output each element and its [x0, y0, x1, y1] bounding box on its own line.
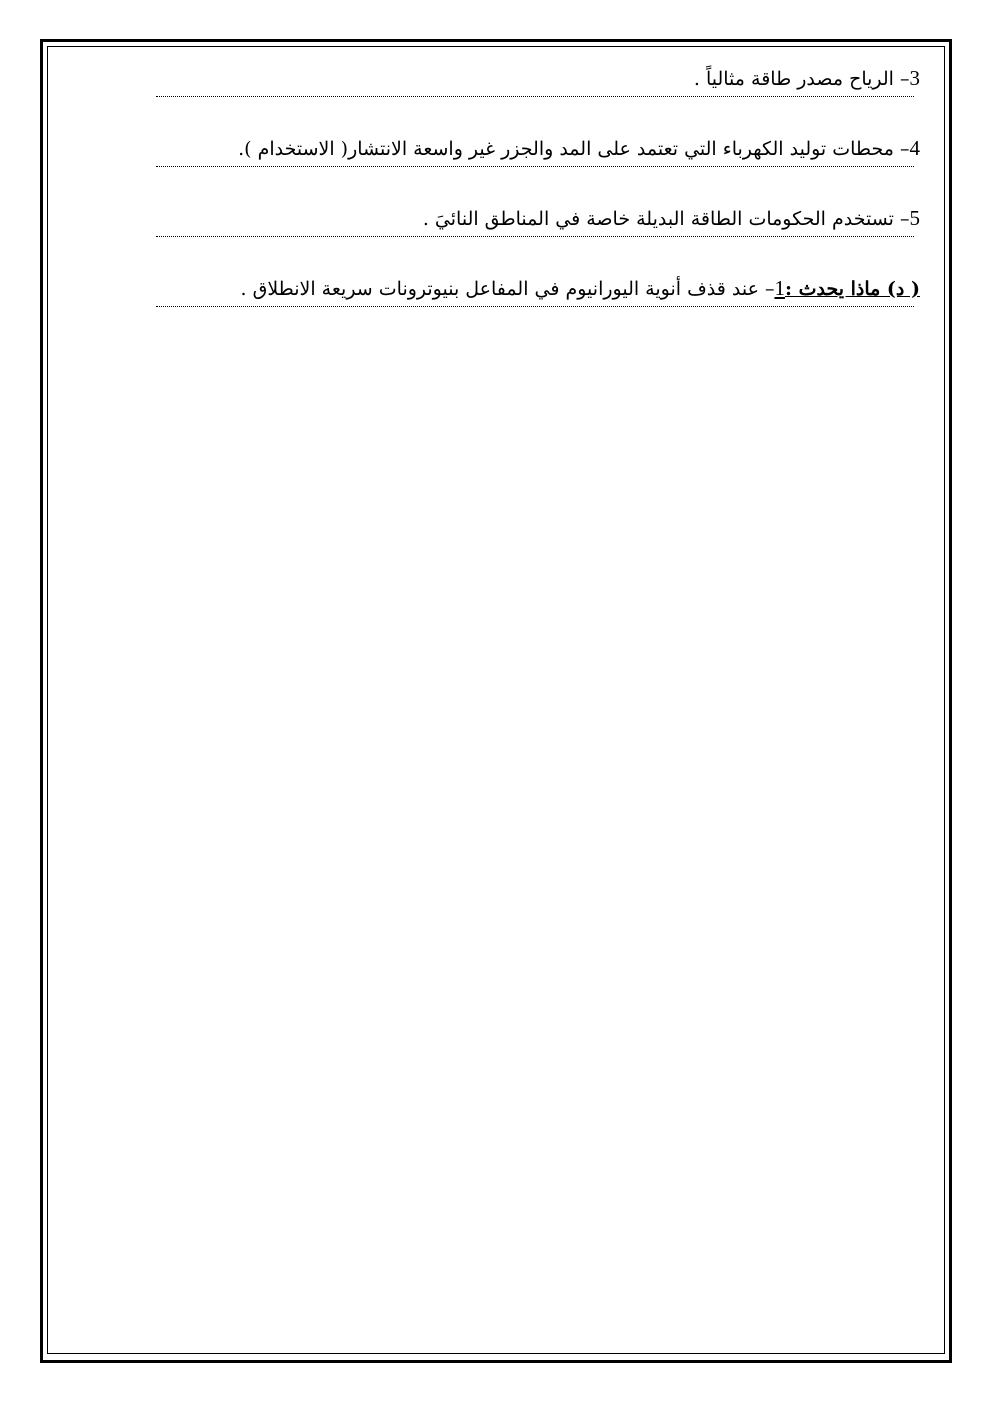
question-number: 5 [909, 206, 920, 230]
answer-line-4[interactable] [150, 166, 920, 200]
answer-line-5[interactable] [150, 236, 920, 270]
worksheet-content [150, 60, 920, 340]
question-text: – تستخدم الحكومات الطاقة البديلة خاصة في المناطق النائيَ . [422, 208, 910, 230]
answer-line-d1[interactable] [150, 306, 920, 340]
question-5 [150, 200, 920, 236]
question-number: 1 [774, 276, 785, 300]
section-d-heading: ( د) ماذا يحدث : [784, 278, 920, 300]
answer-line-3[interactable] [150, 96, 920, 130]
question-4 [150, 130, 920, 166]
question-3 [150, 60, 920, 96]
question-text: – محطات توليد الكهرباء التي تعتمد على المد والجزر غير واسعة الانتشار( الاستخدام ). [238, 138, 910, 160]
question-number: 4 [909, 136, 920, 160]
question-text: – عند قذف أنوية اليورانيوم في المفاعل بنيوترونات سريعة الانطلاق . [240, 278, 775, 300]
question-number: 3 [909, 66, 920, 90]
section-d-question-1 [150, 270, 920, 306]
question-text: – الرياح مصدر طاقة مثالياً . [693, 68, 910, 90]
